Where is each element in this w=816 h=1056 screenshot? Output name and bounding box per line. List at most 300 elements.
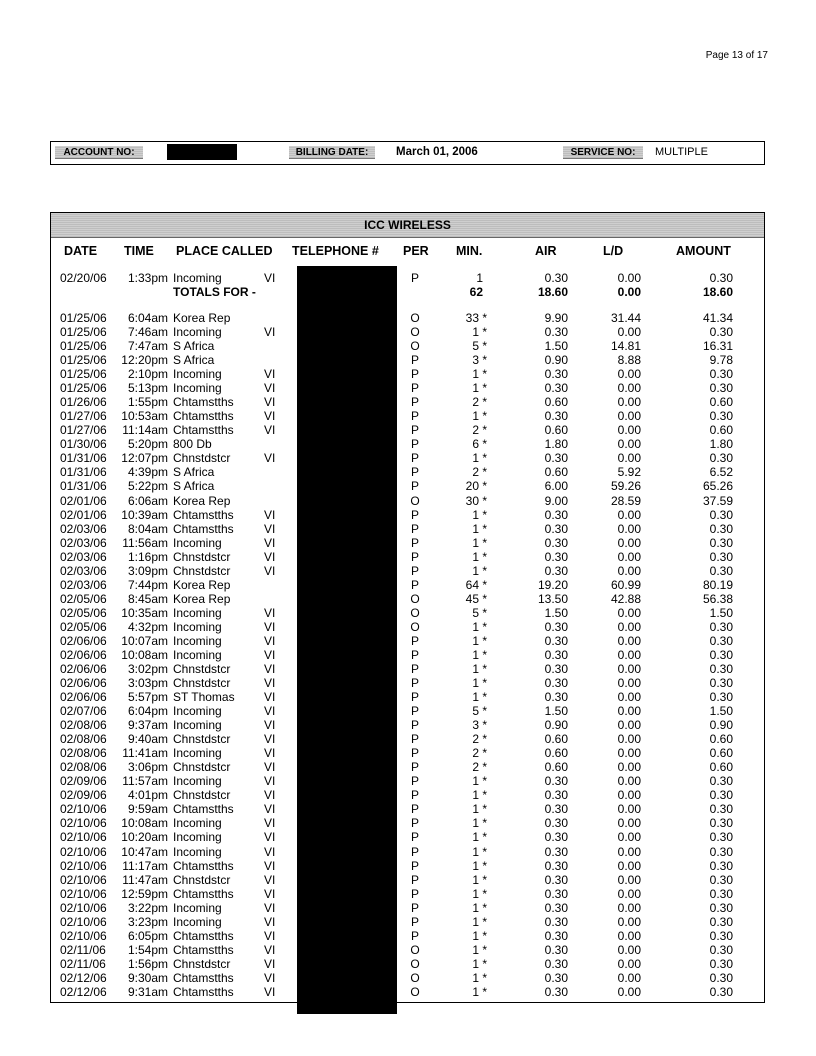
call-period: P <box>410 423 419 438</box>
call-period: P <box>410 465 419 480</box>
call-place: S Africa <box>173 479 215 494</box>
call-period: P <box>410 451 419 466</box>
call-air: 0.30 <box>544 367 568 382</box>
call-period: P <box>410 563 419 578</box>
call-date: 01/30/06 <box>60 437 107 452</box>
call-air: 0.30 <box>544 451 568 466</box>
call-row <box>0 788 816 802</box>
call-state: VI <box>264 507 276 522</box>
call-row <box>0 451 816 465</box>
call-date: 02/10/06 <box>60 886 107 901</box>
call-period: P <box>410 900 419 915</box>
call-minutes: 1 * <box>472 844 487 859</box>
call-place: Incoming <box>173 914 222 929</box>
call-period: P <box>410 830 419 845</box>
call-time: 4:32pm <box>127 619 168 634</box>
call-row <box>0 395 816 409</box>
account-header-box <box>50 141 765 165</box>
call-amount: 0.30 <box>709 676 733 691</box>
call-amount: 0.30 <box>709 942 733 957</box>
call-state: VI <box>264 844 276 859</box>
call-period: P <box>410 367 419 382</box>
call-row <box>0 508 816 522</box>
call-air: 0.30 <box>544 928 568 943</box>
call-period: O <box>410 605 420 620</box>
totals-air: 18.60 <box>537 285 568 299</box>
call-date: 01/25/06 <box>60 339 107 354</box>
col-telephone: TELEPHONE # <box>292 244 379 258</box>
call-minutes: 2 * <box>472 465 487 480</box>
col-place: PLACE CALLED <box>176 244 273 258</box>
call-row <box>0 353 816 367</box>
call-minutes: 1 * <box>472 914 487 929</box>
call-time: 11:17am <box>122 858 168 873</box>
call-ld: 0.00 <box>617 535 641 550</box>
call-minutes: 1 * <box>472 549 487 564</box>
call-place: 800 Db <box>173 437 212 452</box>
call-ld: 0.00 <box>617 325 641 340</box>
call-place: Incoming <box>173 830 222 845</box>
call-minutes: 1 * <box>472 647 487 662</box>
call-row <box>0 971 816 985</box>
totals-min: 62 <box>469 285 483 299</box>
call-state: VI <box>264 942 276 957</box>
call-ld: 0.00 <box>617 914 641 929</box>
call-state: VI <box>264 928 276 943</box>
call-period: P <box>410 409 419 424</box>
col-per: PER <box>403 244 429 258</box>
call-state: VI <box>264 451 276 466</box>
call-place: Incoming <box>173 367 222 382</box>
call-date: 02/11/06 <box>60 942 106 957</box>
call-ld: 0.00 <box>617 886 641 901</box>
call-amount: 6.52 <box>709 465 733 480</box>
call-period: O <box>410 942 420 957</box>
call-amount: 0.30 <box>709 802 733 817</box>
call-place: Chnstdstcr <box>173 662 231 676</box>
call-minutes: 2 * <box>472 760 487 775</box>
call-period: P <box>410 353 419 368</box>
call-air: 0.30 <box>544 325 568 340</box>
call-place: Chnstdstcr <box>173 872 231 887</box>
call-time: 5:13pm <box>127 381 168 396</box>
call-air: 0.30 <box>544 409 568 424</box>
call-ld: 0.00 <box>617 760 641 775</box>
call-period: P <box>410 704 419 719</box>
call-air: 1.50 <box>544 605 568 620</box>
call-air: 0.30 <box>544 802 568 817</box>
call-minutes: 1 * <box>472 451 487 466</box>
call-state: VI <box>264 325 276 340</box>
call-ld: 0.00 <box>617 507 641 522</box>
call-place: Chtamstths <box>173 423 234 438</box>
call-amount: 0.90 <box>709 718 733 733</box>
call-ld: 0.00 <box>617 549 641 564</box>
call-date: 02/06/06 <box>60 633 107 648</box>
call-period: P <box>410 647 419 662</box>
call-place: Incoming <box>173 271 222 285</box>
call-minutes: 1 * <box>472 900 487 915</box>
call-ld: 0.00 <box>617 844 641 859</box>
call-row <box>0 915 816 929</box>
totals-label: TOTALS FOR - <box>173 285 256 299</box>
call-minutes: 5 * <box>472 339 487 354</box>
call-place: Chtamstths <box>173 395 234 410</box>
call-time: 12:07pm <box>121 451 168 466</box>
call-minutes: 1 * <box>472 409 487 424</box>
call-time: 1:54pm <box>127 942 168 957</box>
call-air: 0.30 <box>544 662 568 676</box>
call-amount: 0.60 <box>709 395 733 410</box>
call-row <box>0 494 816 508</box>
call-ld: 0.00 <box>617 409 641 424</box>
call-minutes: 1 * <box>472 619 487 634</box>
call-place: Chnstdstcr <box>173 788 231 803</box>
call-date: 02/05/06 <box>60 591 107 606</box>
call-amount: 0.60 <box>709 732 733 747</box>
call-ld: 0.00 <box>617 367 641 382</box>
call-state: VI <box>264 816 276 831</box>
call-minutes: 1 * <box>472 858 487 873</box>
call-state: VI <box>264 690 276 705</box>
call-air: 0.30 <box>544 521 568 536</box>
call-date: 02/11/06 <box>60 956 106 971</box>
call-time: 9:37am <box>127 718 168 733</box>
service-no-label: SERVICE NO: <box>563 146 643 159</box>
call-air: 0.30 <box>544 886 568 901</box>
call-date: 02/20/06 <box>60 271 107 285</box>
call-place: Korea Rep <box>173 311 231 325</box>
call-row <box>0 634 816 648</box>
call-row <box>0 479 816 493</box>
call-ld: 0.00 <box>617 647 641 662</box>
call-row <box>0 873 816 887</box>
call-amount: 0.60 <box>709 746 733 761</box>
call-time: 6:04am <box>127 311 168 325</box>
call-date: 02/09/06 <box>60 774 107 789</box>
col-amount: AMOUNT <box>676 244 731 258</box>
call-row <box>0 830 816 844</box>
call-period: P <box>410 872 419 887</box>
call-date: 02/10/06 <box>60 858 107 873</box>
call-air: 6.00 <box>544 479 568 494</box>
call-period: P <box>410 928 419 943</box>
call-date: 02/08/06 <box>60 732 107 747</box>
call-time: 12:59pm <box>121 886 168 901</box>
call-row <box>0 367 816 381</box>
call-period: O <box>410 970 420 985</box>
call-air: 0.30 <box>544 858 568 873</box>
billing-date-value: March 01, 2006 <box>396 146 478 158</box>
call-place: Chtamstths <box>173 409 234 424</box>
telephone-redaction <box>297 266 397 1014</box>
call-air: 0.30 <box>544 690 568 705</box>
call-ld: 0.00 <box>617 732 641 747</box>
call-time: 8:04am <box>127 521 168 536</box>
call-air: 0.30 <box>544 774 568 789</box>
call-place: Chtamstths <box>173 802 234 817</box>
call-period: O <box>410 339 420 354</box>
call-air: 0.30 <box>544 788 568 803</box>
call-ld: 0.00 <box>617 381 641 396</box>
call-amount: 0.30 <box>709 914 733 929</box>
call-air: 0.90 <box>544 718 568 733</box>
call-air: 0.30 <box>544 549 568 564</box>
call-minutes: 1 * <box>472 886 487 901</box>
call-minutes: 1 * <box>472 942 487 957</box>
call-period: P <box>410 858 419 873</box>
call-date: 02/05/06 <box>60 619 107 634</box>
account-no-label: ACCOUNT NO: <box>55 146 143 159</box>
call-ld: 0.00 <box>617 956 641 971</box>
call-ld: 0.00 <box>617 858 641 873</box>
call-minutes: 1 * <box>472 970 487 985</box>
call-air: 0.30 <box>544 507 568 522</box>
call-state: VI <box>264 662 276 676</box>
col-min: MIN. <box>456 244 483 258</box>
call-minutes: 1 * <box>472 802 487 817</box>
call-period: P <box>410 816 419 831</box>
call-date: 02/06/06 <box>60 647 107 662</box>
call-ld: 0.00 <box>617 395 641 410</box>
call-minutes: 2 * <box>472 423 487 438</box>
page-number: Page 13 of 17 <box>705 50 768 61</box>
call-date: 02/07/06 <box>60 704 107 719</box>
call-amount: 0.30 <box>709 900 733 915</box>
call-place: Chtamstths <box>173 521 234 536</box>
call-time: 1:56pm <box>127 956 168 971</box>
call-air: 0.30 <box>544 381 568 396</box>
call-row <box>0 423 816 437</box>
call-air: 0.60 <box>544 423 568 438</box>
call-amount: 9.78 <box>709 353 733 368</box>
call-state: VI <box>264 619 276 634</box>
call-place: ST Thomas <box>173 690 235 705</box>
call-amount: 0.30 <box>709 844 733 859</box>
call-date: 02/01/06 <box>60 507 107 522</box>
call-time: 9:31am <box>127 984 168 999</box>
call-period: O <box>410 325 420 340</box>
billing-date-label: BILLING DATE: <box>289 146 375 159</box>
call-row <box>0 732 816 746</box>
call-place: Incoming <box>173 633 222 648</box>
call-row <box>0 901 816 915</box>
call-time: 7:46am <box>127 325 168 340</box>
call-date: 01/25/06 <box>60 353 107 368</box>
call-place: S Africa <box>173 353 215 368</box>
call-minutes: 1 * <box>472 816 487 831</box>
call-state: VI <box>264 774 276 789</box>
call-place: Chtamstths <box>173 928 234 943</box>
call-state: VI <box>264 549 276 564</box>
call-place: Chnstdstcr <box>173 732 231 747</box>
call-minutes: 1 * <box>472 507 487 522</box>
call-place: Incoming <box>173 381 222 396</box>
call-time: 11:41am <box>122 746 168 761</box>
call-state: VI <box>264 409 276 424</box>
call-time: 12:20pm <box>121 353 168 368</box>
call-time: 11:14am <box>122 423 168 438</box>
call-state: VI <box>264 802 276 817</box>
call-ld: 0.00 <box>617 521 641 536</box>
call-period: P <box>410 549 419 564</box>
call-date: 02/03/06 <box>60 521 107 536</box>
call-place: Chnstdstcr <box>173 549 231 564</box>
call-place: Chtamstths <box>173 942 234 957</box>
call-ld: 0.00 <box>617 816 641 831</box>
call-place: Incoming <box>173 325 222 340</box>
call-row <box>0 760 816 774</box>
call-date: 02/01/06 <box>60 493 107 508</box>
call-period: P <box>410 535 419 550</box>
call-row <box>0 943 816 957</box>
call-state: VI <box>264 732 276 747</box>
call-period: P <box>410 788 419 803</box>
call-place: Incoming <box>173 619 222 634</box>
call-air: 1.50 <box>544 339 568 354</box>
call-time: 10:07am <box>121 633 168 648</box>
call-state: VI <box>264 984 276 999</box>
call-state: VI <box>264 858 276 873</box>
call-row <box>0 465 816 479</box>
call-amount: 0.30 <box>709 788 733 803</box>
call-air: 0.30 <box>544 844 568 859</box>
call-state: VI <box>264 872 276 887</box>
call-date: 02/10/06 <box>60 802 107 817</box>
call-time: 3:23pm <box>127 914 168 929</box>
call-amount: 0.60 <box>709 423 733 438</box>
call-period: P <box>410 507 419 522</box>
call-period: P <box>410 662 419 676</box>
call-date: 01/25/06 <box>60 367 107 382</box>
call-ld: 42.88 <box>610 591 641 606</box>
call-minutes: 2 * <box>472 395 487 410</box>
call-air: 0.30 <box>544 984 568 999</box>
call-period: P <box>410 577 419 592</box>
call-time: 6:06am <box>127 493 168 508</box>
call-minutes: 1 * <box>472 774 487 789</box>
call-date: 01/31/06 <box>60 465 107 480</box>
call-state: VI <box>264 535 276 550</box>
call-state: VI <box>264 830 276 845</box>
call-period: P <box>410 760 419 775</box>
call-minutes: 30 * <box>465 493 487 508</box>
call-minutes: 2 * <box>472 732 487 747</box>
call-amount: 0.30 <box>709 563 733 578</box>
call-period: O <box>410 493 420 508</box>
call-air: 0.30 <box>544 676 568 691</box>
call-time: 3:06pm <box>127 760 168 775</box>
call-ld: 0.00 <box>617 984 641 999</box>
call-air: 0.30 <box>544 619 568 634</box>
call-time: 1:55pm <box>127 395 168 410</box>
call-air: 0.30 <box>544 970 568 985</box>
call-date: 02/12/06 <box>60 984 107 999</box>
call-amount: 0.60 <box>709 760 733 775</box>
call-minutes: 5 * <box>472 704 487 719</box>
call-place: Incoming <box>173 900 222 915</box>
call-minutes: 1 <box>476 271 483 285</box>
call-amount: 0.30 <box>709 956 733 971</box>
call-time: 4:39pm <box>127 465 168 480</box>
call-ld: 0.00 <box>617 788 641 803</box>
call-minutes: 3 * <box>472 353 487 368</box>
call-time: 3:02pm <box>127 662 168 676</box>
call-place: Incoming <box>173 605 222 620</box>
call-minutes: 64 * <box>465 577 487 592</box>
call-time: 9:30am <box>127 970 168 985</box>
call-ld: 0.00 <box>617 563 641 578</box>
call-amount: 1.50 <box>709 704 733 719</box>
call-state: VI <box>264 381 276 396</box>
call-ld: 31.44 <box>610 311 641 325</box>
call-amount: 1.80 <box>709 437 733 452</box>
call-row <box>0 718 816 732</box>
call-row <box>0 437 816 451</box>
call-date: 02/05/06 <box>60 605 107 620</box>
call-air: 0.60 <box>544 465 568 480</box>
call-amount: 0.30 <box>709 535 733 550</box>
call-row <box>0 816 816 830</box>
service-no-value: MULTIPLE <box>655 146 708 158</box>
call-place: Korea Rep <box>173 577 231 592</box>
call-amount: 80.19 <box>702 577 733 592</box>
call-time: 10:08am <box>121 816 168 831</box>
call-date: 01/31/06 <box>60 451 107 466</box>
call-ld: 8.88 <box>617 353 641 368</box>
call-air: 0.60 <box>544 395 568 410</box>
call-date: 02/10/06 <box>60 914 107 929</box>
call-date: 02/08/06 <box>60 718 107 733</box>
call-date: 02/03/06 <box>60 577 107 592</box>
call-amount: 65.26 <box>702 479 733 494</box>
call-row <box>0 578 816 592</box>
call-date: 02/10/06 <box>60 844 107 859</box>
call-row <box>0 859 816 873</box>
call-row <box>0 676 816 690</box>
call-time: 2:10pm <box>127 367 168 382</box>
call-amount: 0.30 <box>709 381 733 396</box>
call-date: 02/06/06 <box>60 690 107 705</box>
call-date: 01/26/06 <box>60 395 107 410</box>
call-air: 0.30 <box>544 816 568 831</box>
col-air: AIR <box>535 244 557 258</box>
col-time: TIME <box>124 244 154 258</box>
call-state: VI <box>264 788 276 803</box>
call-date: 02/10/06 <box>60 928 107 943</box>
call-place: S Africa <box>173 465 215 480</box>
call-ld: 0.00 <box>617 704 641 719</box>
call-state: VI <box>264 704 276 719</box>
call-ld: 0.00 <box>617 872 641 887</box>
call-state: VI <box>264 746 276 761</box>
call-ld: 0.00 <box>617 633 641 648</box>
call-state: VI <box>264 914 276 929</box>
call-minutes: 1 * <box>472 830 487 845</box>
call-time: 3:09pm <box>127 563 168 578</box>
call-row-first <box>0 271 816 285</box>
call-state: VI <box>264 676 276 691</box>
call-time: 6:04pm <box>127 704 168 719</box>
call-period: P <box>410 746 419 761</box>
call-row <box>0 704 816 718</box>
call-row <box>0 325 816 339</box>
call-amount: 0.30 <box>709 521 733 536</box>
call-time: 5:22pm <box>127 479 168 494</box>
call-minutes: 1 * <box>472 535 487 550</box>
call-time: 5:57pm <box>127 690 168 705</box>
call-period: P <box>410 802 419 817</box>
